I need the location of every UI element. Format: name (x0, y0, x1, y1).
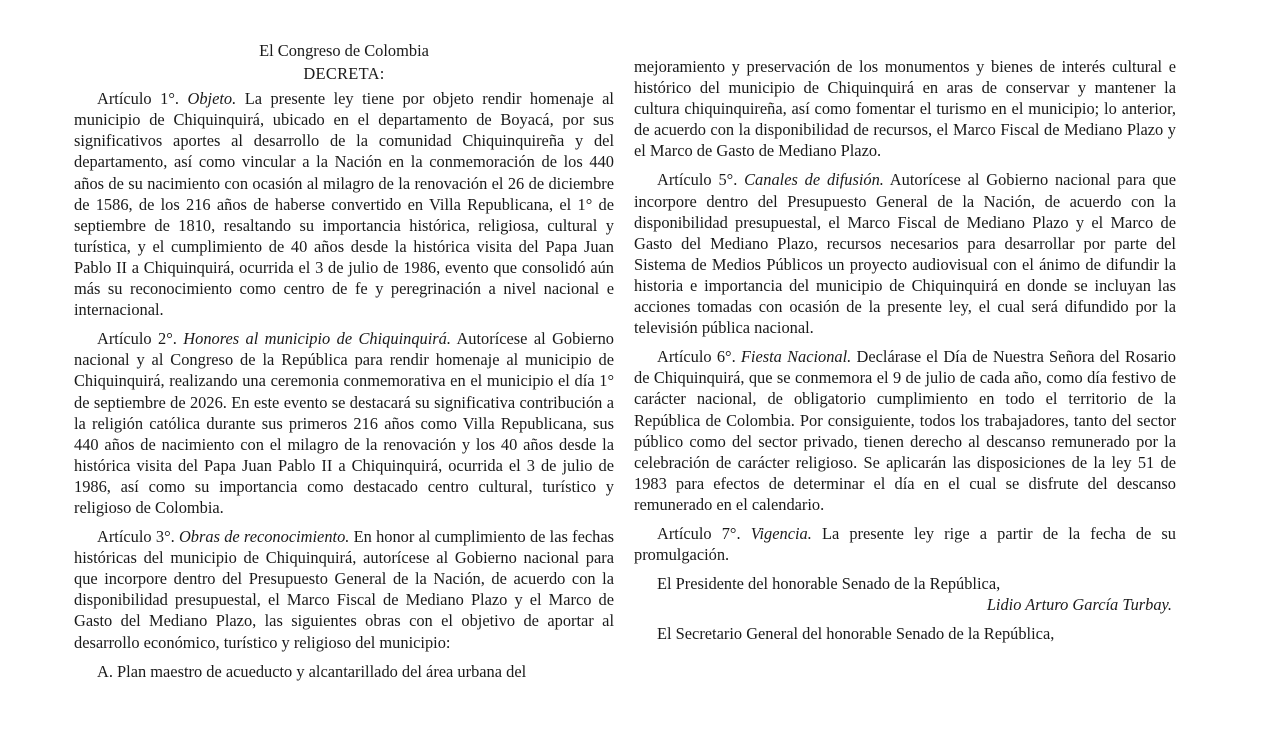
cropped-top-line (80, 0, 1200, 4)
congress-heading: El Congreso de Colombia (259, 41, 429, 60)
article-4-continuation: mejoramiento y preservación de los monumentos y bienes de interés cultural e histórico del municipio de Chiquinquirá en aras de conservar y mantener la cultura chiquinquireña, así como fomentar el turismo en el municipio; lo anterior, de acuerdo con la disponibilidad de recursos, el Marco Fiscal de Mediano Plazo y el Marco de Gasto de Mediano Plazo. (634, 57, 1176, 161)
article-6-body: Declárase el Día de Nuestra Señora del Rosario de Chiquinquirá, que se conmemora el 9 de julio de cada año, como día festivo de carácter nacional, de obligatorio cumplimiento en todo el territorio de la República de Colombia. Por consiguiente, todos los trabajadores, tanto del sector público como del sector privado, tienen derecho al descanso remunerado por la celebración de carácter religioso. Se aplicarán las disposiciones de la ley 51 de 1983 para efectos de determinar el día en el cual se disfrute del descanso remunerado en el calendario. (634, 347, 1176, 514)
article-7-lead: Artículo 7°. (657, 523, 741, 543)
article-6 (634, 346, 1176, 515)
decree-heading: DECRETA: (303, 64, 385, 84)
secretary-role: El Secretario General del honorable Senado de la República, (657, 624, 1055, 644)
article-3-body: En honor al cumplimiento de las fechas históricas del municipio de Chiquinquirá, autorícese al Gobierno nacional para que incorpore dentro del Presupuesto General de la Nación, de acuerdo con la disponibilidad presupuestal, el Marco Fiscal de Mediano Plazo y el Marco de Gasto del Mediano Plazo, las siguientes obras con el objetivo de aportar al desarrollo económico, turístico y religioso del municipio: (74, 527, 614, 652)
article-1 (74, 88, 614, 320)
article-1-title: Objeto. (187, 89, 237, 109)
article-5 (634, 169, 1176, 338)
article-7 (634, 523, 1176, 565)
right-column (634, 56, 1176, 652)
list-item-a: A. Plan maestro de acueducto y alcantarillado del área urbana del (97, 661, 527, 681)
president-name: Lidio Arturo García Turbay. (986, 595, 1172, 615)
article-2-lead: Artículo 2°. (97, 329, 177, 349)
article-5-title: Canales de difusión. (744, 170, 884, 190)
article-1-lead: Artículo 1°. (97, 89, 179, 109)
secretary-signature (634, 623, 1176, 644)
article-5-lead: Artículo 5°. (657, 170, 738, 190)
article-7-body: La presente ley rige a partir de la fecha de su promulgación. (634, 523, 1176, 565)
article-6-lead: Artículo 6°. (657, 347, 736, 367)
article-3-lead: Artículo 3°. (97, 527, 175, 547)
article-2-title: Honores al municipio de Chiquinquirá. (183, 329, 451, 349)
article-1-body: La presente ley tiene por objeto rendir homenaje al municipio de Chiquinquirá, ubicado en el departamento de Boyacá, por sus significativos aportes al desarrollo de la comunidad Chiquinquireña y del departamento, así como vincular a la Nación en la conmemoración de los 440 años de su nacimiento con ocasión al milagro de la renovación el 26 de diciembre de 1586, de los 216 años de haberse convertido en Villa Republicana, el 1° de septiembre de 1810, resaltando su importancia histórica, religiosa, cultural y turística, y el cumplimiento de 40 años desde la histórica visita del Papa Juan Pablo II a Chiquinquirá, ocurrida el 3 de julio de 1986, evento que consolidó aún más su reconocimiento como centro de fe y peregrinación a nivel nacional e internacional. (74, 89, 614, 320)
article-6-title: Fiesta Nacional. (740, 347, 852, 367)
article-3-title: Obras de reconocimiento. (178, 527, 350, 547)
left-column (74, 40, 614, 690)
article-2-body: Autorícese al Gobierno nacional y al Congreso de la República para rendir homenaje al municipio de Chiquinquirá, realizando una ceremonia conmemorativa en el municipio el día 1° de septiembre de 2026. En este evento se destacará su significativa contribución a la religión católica durante sus primeros 216 años como Villa Republicana, sus 440 años de nacimiento con el milagro de la renovación y los 40 años desde la histórica visita del Papa Juan Pablo II a Chiquinquirá, ocurrida el 3 de julio de 1986, así como su importancia como destacado centro cultural, turístico y religioso de Colombia. (74, 329, 614, 517)
article-7-title: Vigencia. (750, 523, 812, 543)
president-signature (634, 573, 1176, 615)
president-role: El Presidente del honorable Senado de la República, (657, 574, 1001, 594)
article-5-body: Autorícese al Gobierno nacional para que incorpore dentro del Presupuesto General de la Nación, de acuerdo con la disponibilidad presupuestal, el Marco Fiscal de Mediano Plazo y el Marco de Gasto del Mediano Plazo, recursos necesarios para desarrollar por parte del Sistema de Medios Públicos un proyecto audiovisual con el ánimo de difundir la historia e importancia del municipio de Chiquinquirá en donde se incluyan las acciones tomadas con ocasión de la presente ley, el cual será difundido por la televisión pública nacional. (634, 170, 1176, 338)
article-2 (74, 328, 614, 518)
article-3 (74, 526, 614, 653)
